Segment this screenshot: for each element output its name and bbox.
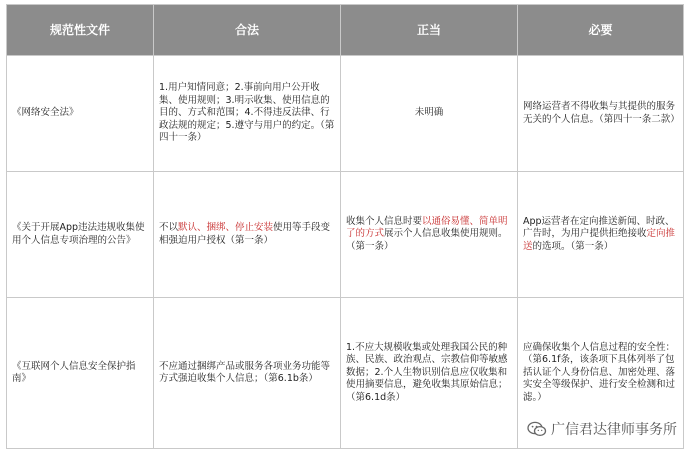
header-necessary: 必要 bbox=[518, 5, 684, 56]
watermark-text: 广信君达律师事务所 bbox=[551, 422, 677, 438]
legal-cell bbox=[154, 172, 341, 298]
necessary-text: 的选项。（第一条） bbox=[532, 240, 614, 252]
just-cell bbox=[341, 172, 518, 298]
watermark bbox=[527, 419, 677, 439]
necessary-cell: 应确保收集个人信息过程的安全性：（第6.1f条，该条项下具体列举了包括认证个人身份信息、加密处理、落实安全等级保护、进行安全检测和过滤。） bbox=[518, 298, 684, 449]
legal-cell: 1.用户知情同意；2.事前向用户公开收集、使用规则；3.明示收集、使用信息的目的、方式和范围；4.不得违反法律、行政法规的规定；5.遵守与用户的约定。（第四十一条） bbox=[154, 56, 341, 172]
just-cell: 1.不应大规模收集或处理我国公民的种族、民族、政治观点、宗教信仰等敏感数据；2.个人生物识别信息应仅收集和使用摘要信息，避免收集其原始信息；（第6.1d条） bbox=[341, 298, 518, 449]
document-name: 《网络安全法》 bbox=[7, 56, 154, 172]
legal-cell: 不应通过捆绑产品或服务各项业务功能等方式强迫收集个人信息；（第6.1b条） bbox=[154, 298, 341, 449]
document-name: 《互联网个人信息安全保护指南》 bbox=[7, 298, 154, 449]
header-legal: 合法 bbox=[154, 5, 341, 56]
just-text: 收集个人信息时要 bbox=[346, 215, 423, 227]
necessary-text: App运营者在定向推送新闻、时政、广告时，为用户提供拒绝接收 bbox=[523, 215, 675, 240]
table-row bbox=[7, 56, 684, 172]
document-name: 《关于开展App违法违规收集使用个人信息专项治理的公告》 bbox=[7, 172, 154, 298]
necessary-cell bbox=[518, 172, 684, 298]
table-row bbox=[7, 172, 684, 298]
legal-text: 使用等手段变相强迫用户授权（第一条） bbox=[159, 222, 331, 246]
header-document: 规范性文件 bbox=[7, 5, 154, 56]
just-highlight: 以通俗易懂、简单明了的方式 bbox=[346, 215, 508, 240]
necessary-cell: 网络运营者不得收集与其提供的服务无关的个人信息。（第四十一条二款） bbox=[518, 56, 684, 172]
necessary-highlight: 定向推送 bbox=[523, 228, 676, 252]
just-text: 展示个人信息收集使用规则。（第一条） bbox=[346, 228, 508, 252]
header-just: 正当 bbox=[341, 5, 518, 56]
comparison-table bbox=[6, 4, 684, 449]
legal-highlight: 默认、捆绑、停止安装 bbox=[178, 222, 274, 233]
wechat-icon bbox=[527, 421, 547, 437]
just-cell: 未明确 bbox=[341, 56, 518, 172]
table-header-row bbox=[7, 5, 684, 56]
legal-text: 不以 bbox=[159, 222, 179, 233]
